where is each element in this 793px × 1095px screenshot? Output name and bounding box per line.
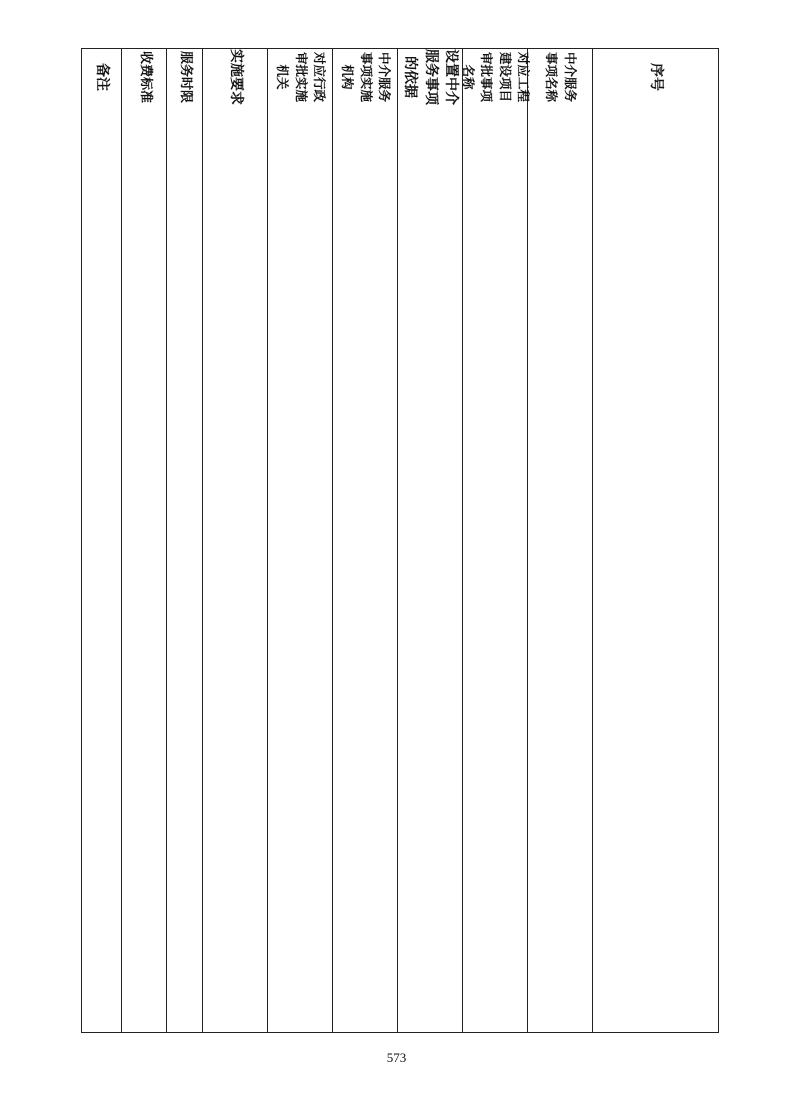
header-duration [167,49,203,1033]
header-duration-text: 服务时限 [178,50,194,103]
header-fee-text: 收费标准 [137,50,153,103]
header-requirements [203,49,268,1033]
header-service-name-text: 中介服务事项名称 [544,51,578,102]
header-remarks [82,49,122,1033]
header-project-item-text: 对应工程建设项目审批事项名称 [461,51,531,102]
table-row-header [82,49,719,1033]
page-number: 573 [386,1050,407,1065]
header-requirements-text: 实施要求 [227,49,244,105]
header-admin-org-text: 对应行政审批实施机关 [275,51,327,102]
header-fee [122,49,167,1033]
header-agency-text: 中介服务事项实施机构 [340,51,392,102]
header-basis-text: 设置中介服务事项的依据 [402,49,459,105]
header-remarks-text: 备注 [94,63,111,91]
header-admin-org [268,49,333,1033]
header-seq [593,49,719,1033]
header-agency [333,49,398,1033]
intermediary-services-table [81,48,719,1033]
header-seq-text: 序号 [648,63,665,91]
header-project-item [461,49,531,1033]
header-basis [398,49,463,1033]
header-service-name [528,49,593,1033]
